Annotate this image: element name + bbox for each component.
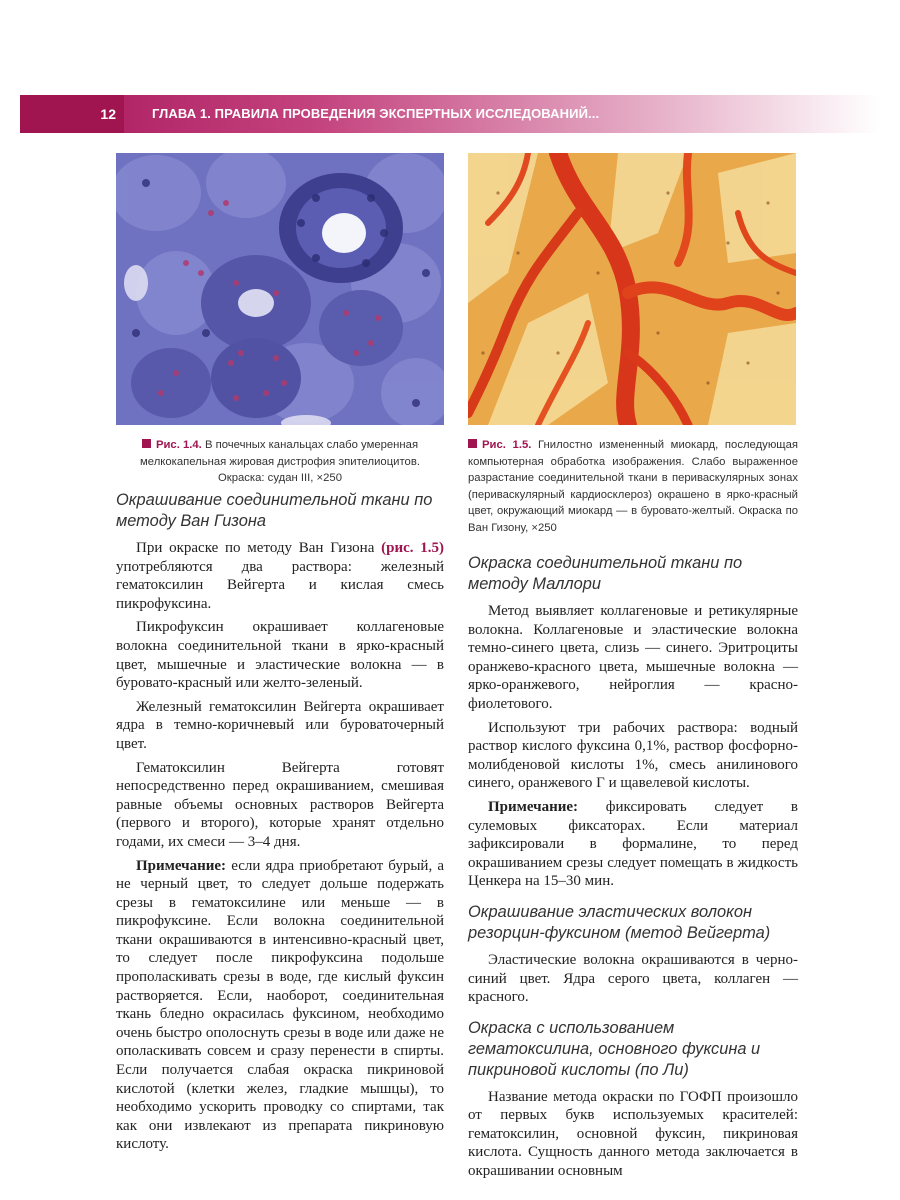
figure-1-5-label: Рис. 1.5. (482, 439, 532, 451)
note-paragraph: Примечание: фиксировать следует в сулемовых фиксаторах. Если материал зафиксировали в формалине, то перед окрашиванием срезы следует помещать в жидкость Ценкера на 15–30 мин. (468, 798, 798, 890)
paragraph: Используют три рабочих раствора: водный раствор кислого фуксина 0,1%, раствор фосфорно-молибденовой кислоты 1%, смесь анилинового синего, оранжевого Г и щавелевой кислоты. (468, 719, 798, 792)
chapter-header-bar (20, 95, 880, 133)
section-heading-weigert: Окрашивание эластических волокон резорцин-фуксином (метод Вейгерта) (468, 902, 771, 942)
right-text-column (468, 553, 798, 1181)
figure-reference-link[interactable]: (рис. 1.5) (381, 540, 444, 556)
paragraph: Гематоксилин Вейгерта готовят непосредственно перед окрашиванием, смешивая равные объемы основных растворов Вейгерта (первого и второго), которые хранят отдельно годами, их смеси — 3–4 дня. (116, 759, 444, 850)
paragraph: Метод выявляет коллагеновые и ретикулярные волокна. Коллагеновые и эластические волокна темно-синего цвета, слизь — синего. Эритроциты оранжево-красного цвета, мышечные волокна — ярко-оранжевого, нейроглия — красно-фиолетового. (468, 603, 798, 712)
figure-1-4-caption (116, 437, 444, 487)
figure-1-5-caption-text: Гнилостно измененный миокард, последующая компьютерная обработка изображения. Слабо выраженное разрастание соединительной ткани в периваскулярных зонах (периваскулярный кардиосклероз) окрашено в ярко-красный цвет, окружающий миокард — в буровато-желтый. Окраска по Ван Гизону, ×250 (468, 439, 798, 534)
section-heading-van-gieson: Окрашивание соединительной ткани по методу Ван Гизона (116, 491, 433, 530)
section-heading-lee: Окраска с использованием гематоксилина, основного фуксина и пикриновой кислоты (по Ли) (468, 1018, 761, 1079)
paragraph: При окраске по методу Ван Гизона (рис. 1.5) употребляются два раствора: железный гематоксилин Вейгерта и кислая смесь пикрофуксина. (116, 540, 444, 612)
paragraph: Название метода окраски по ГОФП произошло от первых букв используемых красителей: гематоксилин, основной фуксин, пикриновая кислота. Сущность данного метода заключается в окрашивании основным (468, 1088, 798, 1180)
paragraph: Пикрофуксин окрашивает коллагеновые волокна соединительной ткани в ярко-красный цвет, мышечные и эластические волокна — в буровато-красный или желто-зеленый. (116, 619, 444, 692)
paragraph: Железный гематоксилин Вейгерта окрашивает ядра в темно-коричневый или буроваточерный цвет. (116, 698, 444, 752)
note-paragraph: Примечание: если ядра приобретают бурый, а не черный цвет, то следует дольше подержать срезы в гематоксилине или меньше — в пикрофуксине. Если волокна соединительной ткани окрашиваются в интенсивно-красный цвет, то следует после пикрофуксина подольше прополаскивать срезы в воде, где кислый фуксин растворяется. Если, наоборот, соединительная ткань бледно окрасилась фуксином, необходимо очень быстро ополоснуть срезы в воде или даже не ополаскивать совсем и сразу перенести в спирты. Если получается слабая окраска пикриновой кислотой (клетки желез, гладкие мышцы), то необходимо ускорить проводку со спиртами, так как они извлекают из препарата пикриновую кислоту. (116, 857, 444, 1153)
figure-myocardium-image (468, 153, 796, 425)
figure-kidney-tubules-image (116, 153, 444, 425)
figure-1-4-label: Рис. 1.4. (155, 439, 202, 451)
left-text-column (116, 490, 444, 1154)
figure-1-5-caption (468, 437, 798, 536)
page-number: 12 (20, 95, 124, 133)
chapter-title: ГЛАВА 1. ПРАВИЛА ПРОВЕДЕНИЯ ЭКСПЕРТНЫХ ИССЛЕДОВАНИЙ... (152, 106, 600, 121)
paragraph: Эластические волокна окрашиваются в черно-синий цвет. Ядра серого цвета, коллаген — красного. (468, 951, 798, 1006)
note-label: Примечание: (488, 798, 579, 815)
figure-1-4-caption-text: В почечных канальцах слабо умеренная мелкокапельная жировая дистрофия эпителиоцитов. Окраска: судан III, ×250 (140, 439, 420, 484)
note-label: Примечание: (136, 857, 227, 874)
caption-bullet-square (142, 439, 151, 448)
caption-bullet-square (468, 439, 477, 448)
section-heading-mallory: Окраска соединительной ткани по методу Маллори (468, 554, 743, 593)
